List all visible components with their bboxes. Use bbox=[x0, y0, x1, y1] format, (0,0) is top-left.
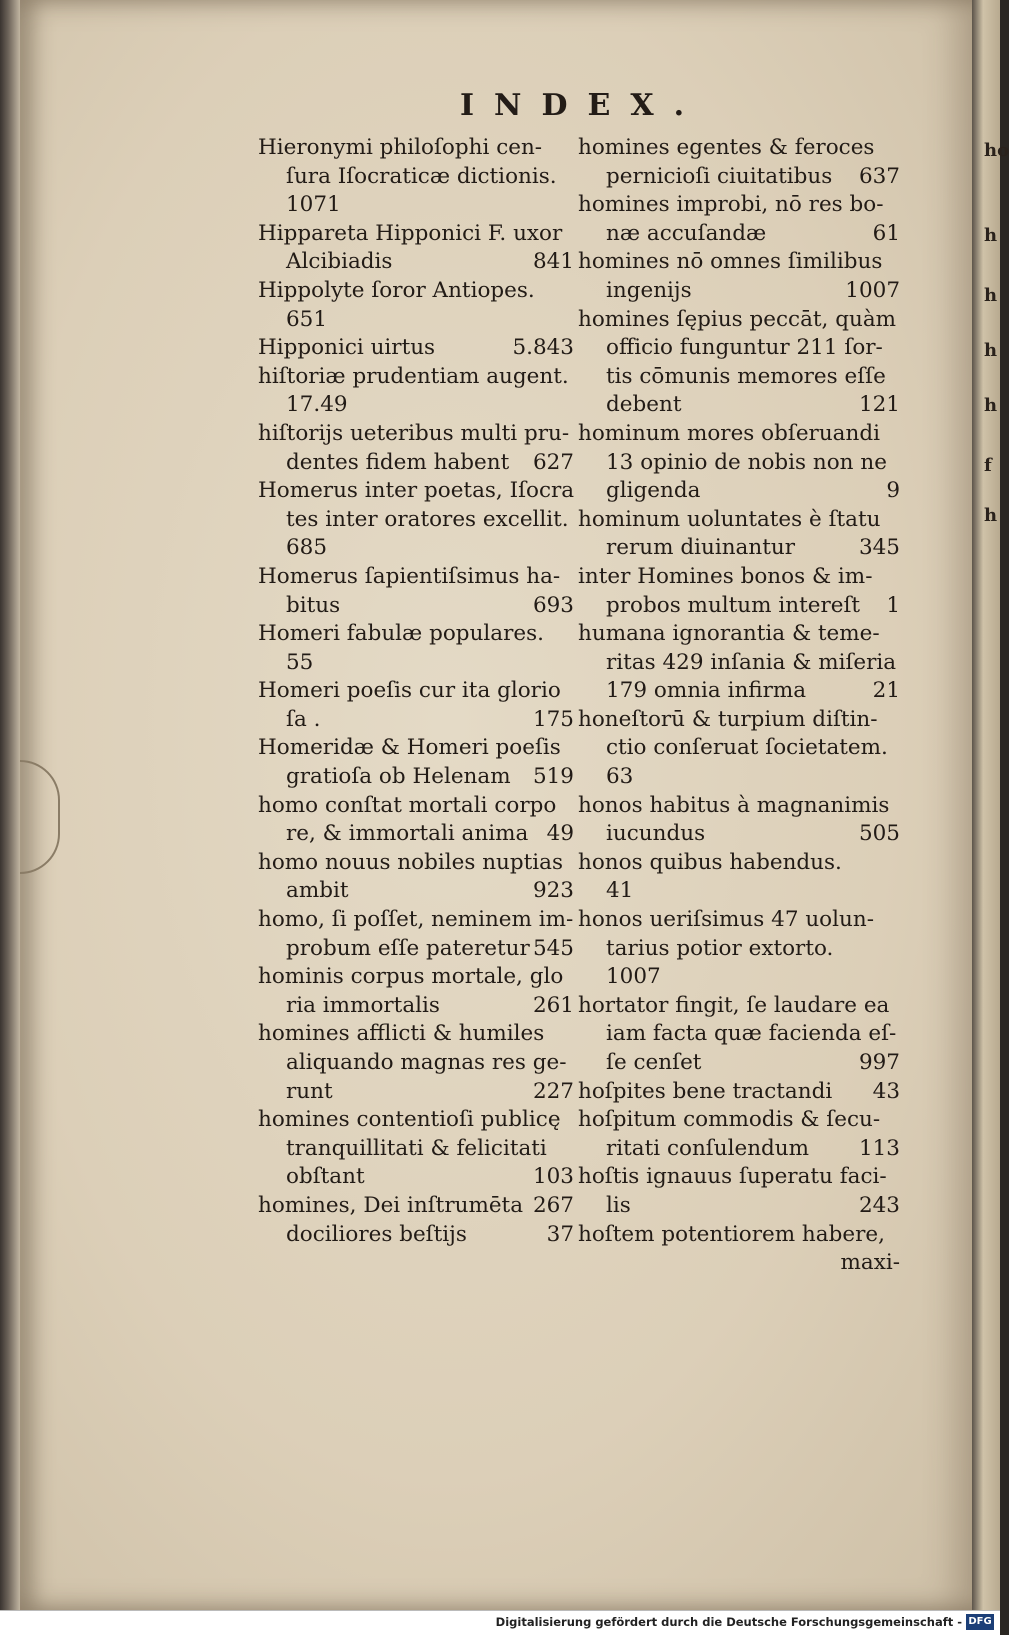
entry-text: tarius potior extorto. bbox=[606, 935, 834, 961]
entry-text: homines improbi, nō res bo- bbox=[578, 192, 884, 218]
page-reference: 693 bbox=[532, 592, 574, 618]
page-reference: 519 bbox=[532, 764, 574, 790]
page-reference: 997 bbox=[858, 1050, 900, 1075]
index-entry-line bbox=[578, 306, 900, 335]
entry-text: Homerus ſapientiſsimus ha- bbox=[258, 563, 561, 589]
index-entry-line bbox=[578, 1020, 900, 1049]
index-entry-line bbox=[578, 534, 900, 563]
index-entry-line bbox=[258, 792, 574, 821]
page-header: INDEX. bbox=[460, 88, 705, 123]
entry-text: dociliores beſtijs bbox=[286, 1221, 467, 1247]
page-reference: 261 bbox=[532, 992, 574, 1018]
index-entry-line bbox=[578, 563, 900, 592]
index-entry-line bbox=[578, 992, 900, 1021]
entry-text: ria immortalis bbox=[286, 992, 440, 1018]
entry-text: ambit bbox=[286, 878, 349, 904]
adjacent-page-fragment: ho bbox=[984, 140, 1009, 161]
index-entry-line bbox=[578, 1078, 900, 1107]
index-entry-line bbox=[258, 1020, 574, 1049]
index-entry-line bbox=[258, 534, 574, 563]
entry-text: probum eſſe pateretur bbox=[286, 935, 530, 961]
page-reference: 841 bbox=[532, 249, 574, 275]
entry-text: gligenda bbox=[606, 478, 701, 504]
index-entry-line bbox=[258, 906, 574, 935]
entry-text: hoſtis ignauus ſuperatu faci- bbox=[578, 1164, 887, 1190]
index-entry-line bbox=[258, 477, 574, 506]
entry-text: bitus bbox=[286, 592, 341, 618]
entry-text: homines ſępius peccāt, quàm bbox=[578, 306, 897, 332]
entry-text: probos multum intereſt bbox=[606, 592, 861, 618]
entry-text: hoſtem potentiorem habere, bbox=[578, 1221, 885, 1247]
entry-text: iucundus bbox=[606, 821, 706, 847]
entry-text: hominum uoluntates è ſtatu bbox=[578, 506, 881, 532]
entry-text: homo, ſi poſſet, neminem im- bbox=[258, 907, 574, 933]
page-reference: 227 bbox=[532, 1078, 574, 1104]
index-entry-line bbox=[578, 363, 900, 392]
index-entry-line bbox=[258, 220, 574, 249]
dfg-logo: DFG bbox=[966, 1614, 994, 1630]
page-reference: 545 bbox=[532, 935, 574, 961]
index-entry-line bbox=[578, 477, 900, 506]
index-entry-line bbox=[258, 134, 574, 163]
page-reference: 43 bbox=[872, 1078, 900, 1104]
index-entry-line bbox=[258, 1135, 574, 1164]
index-entry-line bbox=[578, 220, 900, 249]
page-reference: 1007 bbox=[845, 277, 900, 303]
entry-text: hortator fingit, ſe laudare ea bbox=[578, 992, 890, 1018]
entry-text: homo conſtat mortali corpo bbox=[258, 792, 557, 818]
entry-text: pernicioſi ciuitatibus bbox=[606, 163, 833, 189]
index-entry-line bbox=[258, 1049, 574, 1078]
index-entry-line bbox=[258, 163, 574, 192]
funding-credit: Digitalisierung gefördert durch die Deutsche Forschungsgemeinschaft - bbox=[495, 1615, 962, 1629]
entry-text: Homeri fabulæ populares. bbox=[258, 621, 544, 647]
index-entry-line bbox=[258, 334, 574, 363]
entry-text: hominum mores obſeruandi bbox=[578, 420, 880, 446]
index-entry-line bbox=[578, 1221, 900, 1250]
index-entry-line bbox=[578, 449, 900, 478]
entry-text: homines, Dei inſtrumēta bbox=[258, 1192, 524, 1218]
index-entry-line bbox=[578, 763, 900, 792]
index-entry-line bbox=[578, 935, 900, 964]
page-edge-curve bbox=[20, 760, 60, 874]
adjacent-page-edge bbox=[972, 0, 1009, 1610]
page-reference: 243 bbox=[858, 1192, 900, 1218]
index-entry-line bbox=[258, 391, 574, 420]
index-entry-line bbox=[578, 677, 900, 706]
entry-text: Hippolyte ſoror Antiopes. bbox=[258, 277, 535, 303]
page-reference: 5.843 bbox=[512, 335, 574, 361]
entry-text: runt bbox=[286, 1078, 333, 1104]
index-entry-line bbox=[258, 849, 574, 878]
index-entry-line bbox=[578, 820, 900, 849]
index-entry-line bbox=[578, 277, 900, 306]
index-entry-line bbox=[578, 1049, 900, 1078]
index-entry-line bbox=[258, 820, 574, 849]
index-entry-line bbox=[578, 506, 900, 535]
adjacent-page-fragment: f bbox=[984, 455, 992, 476]
index-entry-line bbox=[578, 649, 900, 678]
digitization-footer bbox=[0, 1610, 1000, 1635]
index-entry-line bbox=[258, 191, 574, 220]
entry-text: iam facta quæ facienda eſ- bbox=[606, 1021, 897, 1047]
index-entry-line bbox=[578, 963, 900, 992]
index-entry-line bbox=[578, 849, 900, 878]
entry-text: Homeridæ & Homeri poeſis bbox=[258, 735, 561, 761]
index-entry-line bbox=[258, 649, 574, 678]
entry-text: ritati conſulendum bbox=[606, 1135, 810, 1161]
index-entry-line bbox=[258, 935, 574, 964]
index-entry-line bbox=[578, 877, 900, 906]
index-entry-line bbox=[578, 248, 900, 277]
page-reference: 37 bbox=[546, 1221, 574, 1247]
entry-text: honos quibus habendus. bbox=[578, 849, 842, 875]
page-reference: 9 bbox=[886, 478, 900, 504]
entry-text: 41 bbox=[606, 878, 634, 904]
index-entry-line bbox=[578, 420, 900, 449]
page-reference: 637 bbox=[858, 163, 900, 189]
entry-text: 63 bbox=[606, 764, 634, 790]
entry-text: re, & immortali anima bbox=[286, 821, 529, 847]
index-column-left bbox=[258, 134, 574, 1249]
entry-text: 685 bbox=[286, 535, 328, 561]
page-reference: 345 bbox=[858, 535, 900, 561]
entry-text: Alcibiadis bbox=[286, 249, 393, 275]
entry-text: 17.49 bbox=[286, 392, 348, 418]
index-entry-line bbox=[578, 163, 900, 192]
index-entry-line bbox=[578, 191, 900, 220]
index-entry-line bbox=[578, 734, 900, 763]
index-entry-line bbox=[578, 1106, 900, 1135]
entry-text: humana ignorantia & teme- bbox=[578, 621, 880, 647]
page-reference: 1 bbox=[886, 592, 900, 618]
index-entry-line bbox=[258, 706, 574, 735]
index-entry-line bbox=[258, 763, 574, 792]
index-entry-line bbox=[578, 1192, 900, 1221]
page-reference: 21 bbox=[872, 678, 900, 704]
entry-text: ſa . bbox=[286, 706, 321, 732]
entry-text: Hippareta Hipponici F. uxor bbox=[258, 220, 563, 246]
entry-text: homines egentes & feroces bbox=[578, 135, 875, 160]
index-entry-line bbox=[258, 592, 574, 621]
entry-text: ctio conſeruat ſocietatem. bbox=[606, 735, 888, 761]
entry-text: 13 opinio de nobis non ne bbox=[606, 449, 887, 475]
entry-text: obſtant bbox=[286, 1164, 365, 1190]
entry-text: lis bbox=[606, 1192, 631, 1218]
index-entry-line bbox=[258, 1106, 574, 1135]
entry-text: gratioſa ob Helenam bbox=[286, 764, 511, 790]
index-column-right bbox=[578, 134, 900, 1278]
entry-text: homines nō omnes ſimilibus bbox=[578, 249, 883, 275]
index-entry-line bbox=[578, 620, 900, 649]
page-reference: 267 bbox=[532, 1192, 574, 1218]
index-entry-line bbox=[578, 592, 900, 621]
adjacent-page-fragment: h bbox=[984, 285, 998, 306]
entry-text: tes inter oratores excellit. bbox=[286, 506, 569, 532]
index-entry-line bbox=[258, 734, 574, 763]
index-entry-line bbox=[258, 563, 574, 592]
page-reference: 113 bbox=[858, 1135, 900, 1161]
entry-text: 651 bbox=[286, 306, 328, 332]
index-entry-line bbox=[258, 420, 574, 449]
entry-text: 55 bbox=[286, 649, 314, 675]
entry-text: tis cōmunis memores eſſe bbox=[606, 363, 886, 389]
index-entry-line bbox=[258, 1078, 574, 1107]
entry-text: 179 omnia infirma bbox=[606, 678, 807, 704]
index-entry-line bbox=[258, 1221, 574, 1250]
entry-text: ſura Iſocraticæ dictionis. bbox=[286, 163, 557, 189]
entry-text: honos habitus à magnanimis bbox=[578, 792, 890, 818]
entry-text: aliquando magnas res ge- bbox=[286, 1050, 567, 1075]
page-reference: 175 bbox=[532, 706, 574, 732]
index-entry-line bbox=[258, 1192, 574, 1221]
entry-text: hoſpitum commodis & ſecu- bbox=[578, 1107, 881, 1133]
entry-text: 1071 bbox=[286, 192, 341, 218]
index-entry-line bbox=[258, 1163, 574, 1192]
entry-text: hiſtoriæ prudentiam augent. bbox=[258, 363, 569, 389]
entry-text: dentes fidem habent bbox=[286, 449, 510, 475]
entry-text: homines afflicti & humiles bbox=[258, 1021, 545, 1047]
entry-text: honos ueriſsimus 47 uolun- bbox=[578, 907, 874, 933]
entry-text: rerum diuinantur bbox=[606, 535, 795, 561]
entry-text: inter Homines bonos & im- bbox=[578, 563, 873, 589]
page-reference: 121 bbox=[858, 392, 900, 418]
index-entry-line bbox=[258, 248, 574, 277]
adjacent-page-fragment: h bbox=[984, 395, 998, 416]
entry-text: ritas 429 inſania & miſeria bbox=[606, 649, 897, 675]
entry-text: homo nouus nobiles nuptias bbox=[258, 849, 564, 875]
index-entry-line bbox=[258, 363, 574, 392]
page-reference: 923 bbox=[532, 878, 574, 904]
index-entry-line bbox=[258, 506, 574, 535]
entry-text: debent bbox=[606, 392, 682, 418]
index-entry-line bbox=[578, 391, 900, 420]
index-entry-line bbox=[578, 1135, 900, 1164]
entry-text: ſe cenſet bbox=[606, 1050, 702, 1075]
index-entry-line bbox=[578, 1163, 900, 1192]
entry-text: officio funguntur 211 ſor- bbox=[606, 335, 883, 361]
catchword bbox=[578, 1249, 900, 1278]
page-reference: 61 bbox=[872, 220, 900, 246]
page-reference: 49 bbox=[546, 821, 574, 847]
entry-text: hominis corpus mortale, glo bbox=[258, 964, 564, 990]
index-entry-line bbox=[578, 134, 900, 163]
entry-text: maxi- bbox=[840, 1250, 900, 1276]
entry-text: hiſtorijs ueteribus multi pru- bbox=[258, 420, 570, 446]
page-reference: 627 bbox=[532, 449, 574, 475]
index-entry-line bbox=[258, 963, 574, 992]
index-entry-line bbox=[258, 449, 574, 478]
page-reference: 103 bbox=[532, 1164, 574, 1190]
adjacent-page-fragment: h bbox=[984, 225, 998, 246]
index-entry-line bbox=[258, 620, 574, 649]
index-entry-line bbox=[578, 334, 900, 363]
entry-text: homines contentioſi publicę bbox=[258, 1107, 561, 1133]
entry-text: hoſpites bene tractandi bbox=[578, 1078, 833, 1104]
index-entry-line bbox=[578, 706, 900, 735]
adjacent-page-fragment: h bbox=[984, 505, 998, 526]
entry-text: Homeri poeſis cur ita glorio bbox=[258, 678, 561, 704]
adjacent-page-fragment: h bbox=[984, 340, 998, 361]
entry-text: tranquillitati & felicitati bbox=[286, 1135, 547, 1161]
entry-text: næ accuſandæ bbox=[606, 220, 767, 246]
entry-text: Hieronymi philoſophi cen- bbox=[258, 135, 543, 160]
page-reference: 505 bbox=[858, 821, 900, 847]
index-entry-line bbox=[258, 992, 574, 1021]
index-entry-line bbox=[578, 906, 900, 935]
entry-text: ingenijs bbox=[606, 277, 692, 303]
entry-text: Hipponici uirtus bbox=[258, 335, 436, 361]
index-entry-line bbox=[258, 277, 574, 306]
index-entry-line bbox=[258, 306, 574, 335]
entry-text: Homerus inter poetas, Iſocra bbox=[258, 478, 575, 504]
entry-text: honeſtorū & turpium diſtin- bbox=[578, 706, 878, 732]
index-entry-line bbox=[258, 877, 574, 906]
index-entry-line bbox=[578, 792, 900, 821]
entry-text: 1007 bbox=[606, 964, 661, 990]
index-entry-line bbox=[258, 677, 574, 706]
